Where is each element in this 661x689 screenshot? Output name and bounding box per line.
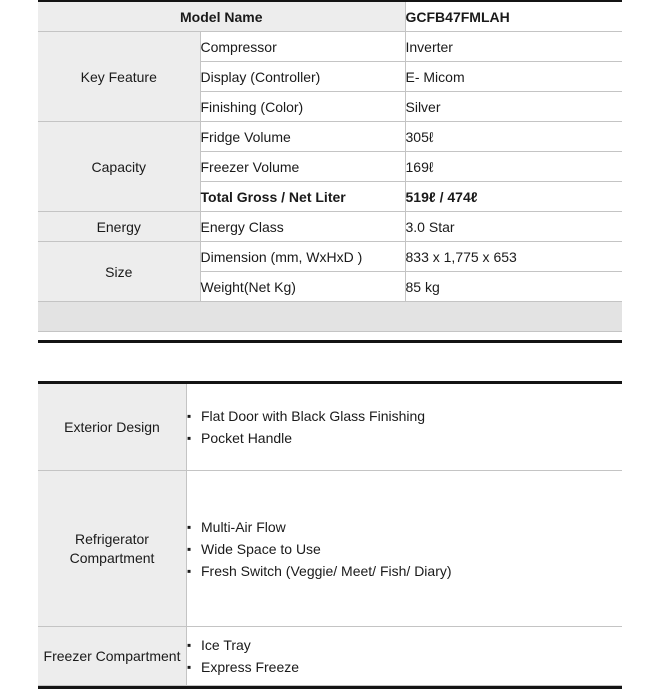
feature-item: ▪ Flat Door with Black Glass Finishing — [187, 405, 622, 427]
footer-strip — [38, 302, 622, 332]
feature-items-cell — [187, 383, 623, 471]
spec-category-size: Size — [38, 242, 200, 302]
feature-table — [38, 381, 622, 686]
spec-value: 305ℓ — [405, 122, 622, 152]
feature-list — [187, 405, 622, 449]
spec-value: 169ℓ — [405, 152, 622, 182]
spec-label: Dimension (mm, WxHxD ) — [200, 242, 405, 272]
feature-item: ▪ Fresh Switch (Veggie/ Meet/ Fish/ Diary) — [187, 560, 622, 582]
spec-label: Display (Controller) — [200, 62, 405, 92]
feature-item: ▪ Wide Space to Use — [187, 538, 622, 560]
spec-category-capacity: Capacity — [38, 122, 200, 212]
table-row — [38, 122, 622, 152]
model-name-label: Model Name — [38, 1, 405, 32]
feature-section-exterior — [38, 383, 622, 471]
feature-item: ▪ Ice Tray — [187, 634, 622, 656]
spec-value: 3.0 Star — [405, 212, 622, 242]
table-row — [38, 32, 622, 62]
model-name-row — [38, 1, 622, 32]
spec-sheet — [38, 0, 622, 689]
spec-label: Energy Class — [200, 212, 405, 242]
spec-table — [38, 0, 622, 332]
feature-items-cell — [187, 627, 623, 686]
spec-category-key-feature: Key Feature — [38, 32, 200, 122]
spec-value: Inverter — [405, 32, 622, 62]
spec-category-energy: Energy — [38, 212, 200, 242]
feature-item: ▪ Pocket Handle — [187, 427, 622, 449]
feature-items-cell — [187, 471, 623, 627]
table-row — [38, 212, 622, 242]
feature-category-exterior: Exterior Design — [38, 383, 187, 471]
feature-list — [187, 634, 622, 678]
feature-item: ▪ Express Freeze — [187, 656, 622, 678]
spec-value: 833 x 1,775 x 653 — [405, 242, 622, 272]
spec-label: Freezer Volume — [200, 152, 405, 182]
spec-value: E- Micom — [405, 62, 622, 92]
feature-section-freezer — [38, 627, 622, 686]
spacer — [38, 332, 622, 340]
feature-item: ▪ Multi-Air Flow — [187, 516, 622, 538]
table-row — [38, 242, 622, 272]
spec-value: Silver — [405, 92, 622, 122]
spec-label: Compressor — [200, 32, 405, 62]
footer-strip-row — [38, 302, 622, 332]
spec-label-total-liter: Total Gross / Net Liter — [200, 182, 405, 212]
heavy-rule-spec-bottom — [38, 340, 622, 343]
feature-table-wrap — [38, 381, 622, 689]
feature-category-refrigerator: Refrigerator Compartment — [38, 471, 187, 627]
spec-label: Weight(Net Kg) — [200, 272, 405, 302]
feature-category-freezer: Freezer Compartment — [38, 627, 187, 686]
spec-value-total-liter: 519ℓ / 474ℓ — [405, 182, 622, 212]
spec-value: 85 kg — [405, 272, 622, 302]
feature-list — [187, 516, 622, 582]
spec-label: Fridge Volume — [200, 122, 405, 152]
spec-label: Finishing (Color) — [200, 92, 405, 122]
feature-section-refrigerator — [38, 471, 622, 627]
model-name-value: GCFB47FMLAH — [405, 1, 622, 32]
